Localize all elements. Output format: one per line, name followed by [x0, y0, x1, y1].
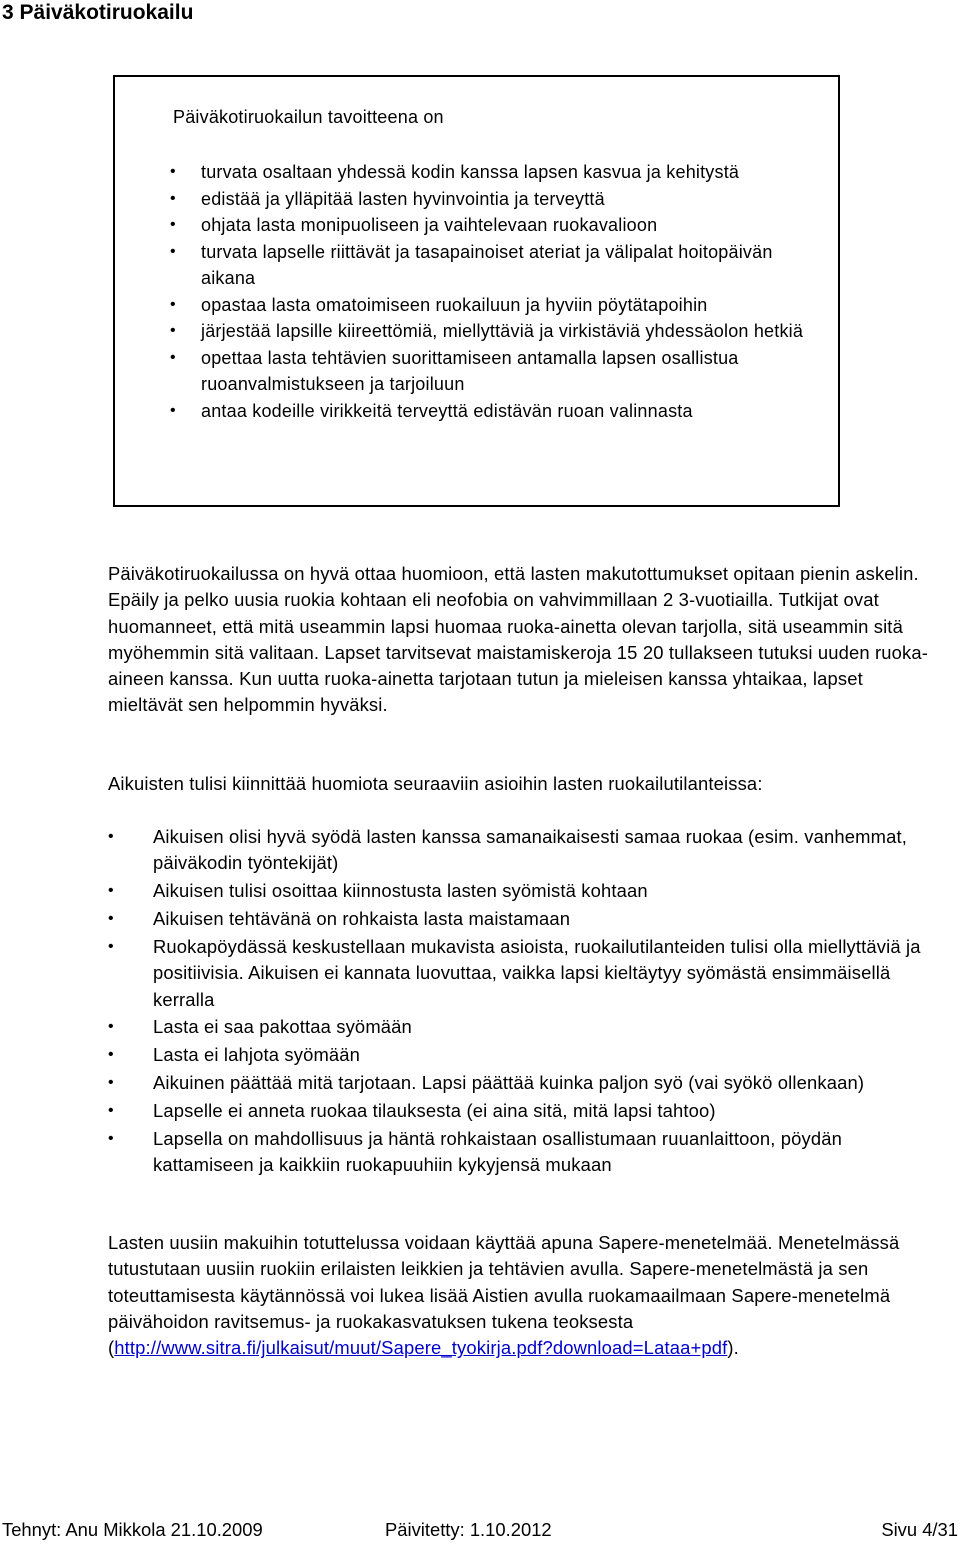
- goals-box: [113, 75, 840, 507]
- guidance-item: • Aikuisen olisi hyvä syödä lasten kanssa samanaikaisesti samaa ruokaa (esim. vanhemmat, päiväkodin työntekijät): [108, 826, 907, 874]
- guidance-item: • Lasta ei saa pakottaa syömään: [108, 1014, 928, 1040]
- guidance-item: • Aikuinen päättää mitä tarjotaan. Lapsi päättää kuinka paljon syö (vai syökö ollenkaan): [108, 1070, 928, 1096]
- bullet-icon: •: [170, 163, 176, 180]
- goal-item: • turvata osaltaan yhdessä kodin kanssa lapsen kasvua ja kehitystä: [170, 159, 830, 186]
- guidance-item: • Aikuisen tulisi osoittaa kiinnostusta lasten syömistä kohtaan: [108, 878, 928, 904]
- goal-item: • antaa kodeille virikkeitä terveyttä edistävän ruoan valinnasta: [170, 398, 830, 425]
- paragraph-adults-intro: Aikuisten tulisi kiinnittää huomiota seuraaviin asioihin lasten ruokailutilanteissa:: [108, 773, 763, 794]
- guidance-item: • Aikuisen tehtävänä on rohkaista lasta maistamaan: [108, 906, 928, 932]
- bullet-icon: •: [108, 1046, 114, 1064]
- guidance-item: • Lasta ei lahjota syömään: [108, 1042, 928, 1068]
- bullet-icon: •: [170, 401, 176, 419]
- bullet-icon: •: [170, 322, 176, 339]
- bullet-icon: •: [108, 937, 114, 955]
- goal-item: • edistää ja ylläpitää lasten hyvinvointia ja terveyttä: [170, 186, 830, 213]
- guidance-item: • Lapsella on mahdollisuus ja häntä rohkaistaan osallistumaan ruuanlaittoon, pöydän kattamiseen ja kaikkiin ruokapuuhiin kykyjensä mukaan: [108, 1128, 842, 1176]
- link-close-paren: ).: [727, 1337, 739, 1359]
- goal-item: • ohjata lasta monipuoliseen ja vaihtelevaan ruokavalioon: [170, 212, 830, 239]
- paragraph-taste-habits: Päiväkotiruokailussa on hyvä ottaa huomioon, että lasten makutottumukset opitaan pienin askelin. Epäily ja pelko uusia ruokia kohtaan eli neofobia on vahvimmillaan 2 3-vuotiailla. Tutkijat ovat huomanneet, että mitä useammin lapsi huomaa ruoka-ainetta olevan tarjolla, sitä useammin sitä myöhemmin sitä valitaan. Lapset tarvitsevat maistamiskeroja 15 20 tullakseen tutuksi uuden ruoka-aineen kanssa. Kun uutta ruoka-ainetta tarjotaan tutun ja mieleisen kanssa yhtaikaa, lapset mieltävät sen helpommin hyväksi.: [108, 563, 929, 716]
- bullet-icon: •: [108, 1074, 114, 1092]
- bullet-icon: •: [108, 1130, 114, 1148]
- goal-item: • opettaa lasta tehtävien suorittamiseen antamalla lapsen osallistua ruoanvalmistukseen ja tarjoiluun: [170, 345, 830, 398]
- footer-updated: Päivitetty: 1.10.2012: [385, 1519, 552, 1540]
- bullet-icon: •: [108, 910, 114, 928]
- bullet-icon: •: [170, 189, 176, 207]
- adult-guidance-list: [108, 824, 928, 1180]
- guidance-item: • Ruokapöydässä keskustellaan mukavista asioista, ruokailutilanteiden tulisi olla miellyttäviä ja positiivisia. Aikuisen ei kannata luovuttaa, vaikka lapsi kieltäytyy syömästä ensimmäisellä kerralla: [108, 935, 921, 1010]
- bullet-icon: •: [170, 216, 176, 233]
- guidance-item: • Lapselle ei anneta ruokaa tilauksesta (ei aina sitä, mitä lapsi tahtoo): [108, 1098, 928, 1124]
- link-open-paren: (: [108, 1337, 115, 1359]
- bullet-icon: •: [170, 295, 176, 313]
- bullet-icon: •: [108, 882, 114, 900]
- page-footer: [0, 1517, 960, 1543]
- goals-list: [170, 159, 830, 424]
- bullet-icon: •: [108, 1102, 114, 1120]
- bullet-icon: •: [108, 828, 114, 845]
- bullet-icon: •: [170, 348, 176, 366]
- bullet-icon: •: [170, 242, 176, 260]
- footer-page-number: Sivu 4/31: [881, 1519, 958, 1540]
- bullet-icon: •: [108, 1018, 114, 1036]
- goal-item: • opastaa lasta omatoimiseen ruokailuun ja hyviin pöytätapoihin: [170, 292, 830, 319]
- footer-author: Tehnyt: Anu Mikkola 21.10.2009: [2, 1519, 263, 1540]
- page-heading: 3 Päiväkotiruokailu: [2, 1, 194, 24]
- paragraph-sapere: [108, 1230, 933, 1361]
- goal-item: • turvata lapselle riittävät ja tasapainoiset ateriat ja välipalat hoitopäivän aikana: [170, 239, 830, 292]
- sapere-text: Lasten uusiin makuihin totuttelussa voidaan käyttää apuna Sapere-menetelmää. Menetelmässä tutustutaan uusiin ruokiin erilaisten leikkien ja tehtävien avulla. Sapere-menetelmästä ja sen toteuttamisesta käytännössä voi lukea lisää Aistien avulla ruokamaailmaan Sapere-menetelmä päivähoidon ravitsemus- ja ruokakasvatuksen tukena teoksesta: [108, 1232, 900, 1332]
- sapere-workbook-link[interactable]: http://www.sitra.fi/julkaisut/muut/Sapere_tyokirja.pdf?download=Lataa+pdf: [114, 1337, 728, 1359]
- goals-intro: Päiväkotiruokailun tavoitteena on: [173, 107, 444, 127]
- goal-item: • järjestää lapsille kiireettömiä, miellyttäviä ja virkistäviä yhdessäolon hetkiä: [170, 318, 830, 345]
